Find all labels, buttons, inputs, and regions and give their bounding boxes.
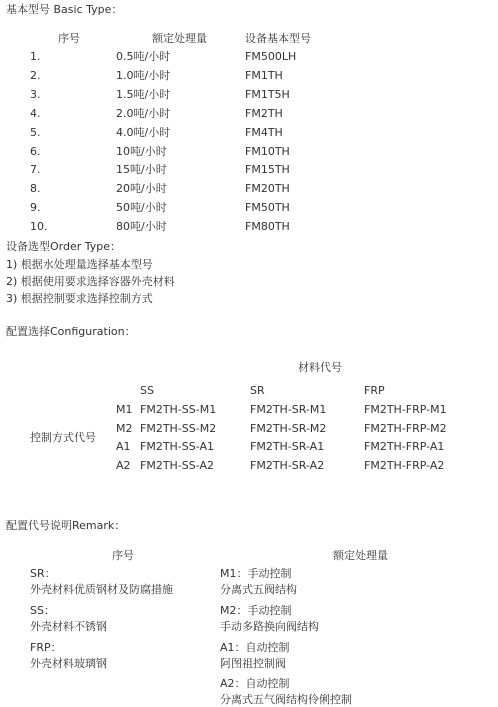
basic-row-model: FM80TH — [245, 220, 290, 234]
basic-row-model: FM10TH — [245, 144, 290, 158]
order-title: 设备选型Order Type： — [6, 240, 122, 253]
config-cell: FM2TH-FRP-A2 — [364, 459, 445, 473]
remark-left-code: FRP： — [30, 641, 62, 654]
basic-row-no: 8. — [30, 182, 41, 196]
remark-right-desc: 阿图祖控制阀 — [220, 656, 286, 670]
basic-row-flow: 0.5吨/小时 — [116, 50, 171, 63]
config-row-code: M2 — [116, 421, 133, 435]
basic-row-flow: 1.5吨/小时 — [116, 87, 171, 101]
config-title: 配置选择Configuration： — [6, 325, 136, 338]
basic-row-model: FM500LH — [245, 50, 297, 63]
config-cell: FM2TH-FRP-M2 — [364, 421, 447, 435]
basic-row-no: 5. — [30, 125, 41, 139]
basic-row-model: FM15TH — [245, 163, 290, 177]
basic-header-no: 序号 — [58, 32, 80, 45]
config-cell: FM2TH-SS-A1 — [140, 440, 214, 454]
config-cell: FM2TH-SR-M1 — [250, 403, 327, 416]
config-row-code: A1 — [116, 440, 131, 454]
remark-right-desc: 手动多路换向阀结构 — [220, 619, 319, 633]
order-item: 2) 根据使用要求选择容器外壳材料 — [6, 275, 175, 288]
material-header: 材料代号 — [298, 361, 342, 374]
config-row-code: M1 — [116, 403, 133, 416]
config-cell: FM2TH-FRP-A1 — [364, 440, 445, 454]
basic-row-model: FM20TH — [245, 182, 290, 196]
basic-row-no: 3. — [30, 87, 41, 101]
basic-header-model: 设备基本型号 — [245, 32, 311, 45]
basic-row-flow: 10吨/小时 — [116, 144, 167, 158]
remark-right-code: M2：手动控制 — [220, 603, 292, 617]
config-cell: FM2TH-SS-A2 — [140, 459, 214, 473]
config-row-code: A2 — [116, 459, 131, 473]
remark-left-header: 序号 — [112, 549, 134, 562]
remark-left-code: SS： — [30, 604, 55, 617]
basic-row-model: FM2TH — [245, 106, 283, 120]
remark-left-code: SR： — [30, 567, 56, 580]
basic-row-flow: 20吨/小时 — [116, 182, 167, 196]
config-col-sr: SR — [250, 384, 265, 397]
basic-row-model: FM1T5H — [245, 87, 290, 101]
config-cell: FM2TH-SS-M2 — [140, 421, 217, 435]
config-col-frp: FRP — [364, 384, 385, 397]
remark-right-header: 额定处理量 — [333, 549, 388, 562]
basic-row-flow: 50吨/小时 — [116, 201, 167, 215]
remark-left-desc: 外壳材料不锈钢 — [30, 620, 107, 633]
remark-right-desc: 分离式五阀结构 — [220, 583, 297, 596]
remark-right-code: A1：自动控制 — [220, 640, 290, 654]
remark-left-desc: 外壳材料玻璃钢 — [30, 657, 107, 670]
basic-row-no: 7. — [30, 163, 41, 177]
remark-right-code: M1：手动控制 — [220, 567, 292, 580]
remark-right-code: A2：自动控制 — [220, 677, 290, 691]
basic-title: 基本型号 Basic Type： — [6, 3, 123, 16]
remark-right-desc: 分离式五气阀结构伶俐控制 — [220, 693, 352, 707]
remark-left-desc: 外壳材料优质钢材及防腐措施 — [30, 583, 173, 596]
order-item: 1) 根据水处理量选择基本型号 — [6, 258, 153, 271]
basic-row-model: FM4TH — [245, 125, 283, 139]
basic-header-flow: 额定处理量 — [152, 32, 207, 45]
basic-row-flow: 15吨/小时 — [116, 163, 167, 177]
config-cell: FM2TH-SS-M1 — [140, 403, 217, 416]
basic-row-no: 6. — [30, 144, 41, 158]
control-label: 控制方式代号 — [30, 431, 96, 444]
basic-row-flow: 2.0吨/小时 — [116, 106, 171, 120]
basic-row-no: 2. — [30, 68, 41, 82]
remark-title: 配置代号说明Remark： — [6, 519, 126, 532]
basic-row-no: 4. — [30, 106, 41, 120]
basic-row-flow: 80吨/小时 — [116, 220, 167, 234]
config-cell: FM2TH-SR-M2 — [250, 421, 327, 435]
config-col-ss: SS — [140, 384, 154, 397]
basic-row-model: FM50TH — [245, 201, 290, 215]
order-item: 3) 根据控制要求选择控制方式 — [6, 292, 153, 305]
basic-row-no: 10. — [30, 220, 48, 234]
basic-row-no: 9. — [30, 201, 41, 215]
basic-row-flow: 1.0吨/小时 — [116, 68, 171, 82]
basic-row-flow: 4.0吨/小时 — [116, 125, 171, 139]
basic-row-model: FM1TH — [245, 68, 283, 82]
config-cell: FM2TH-FRP-M1 — [364, 403, 447, 416]
config-cell: FM2TH-SR-A2 — [250, 459, 325, 473]
config-cell: FM2TH-SR-A1 — [250, 440, 325, 454]
basic-row-no: 1. — [30, 50, 41, 63]
